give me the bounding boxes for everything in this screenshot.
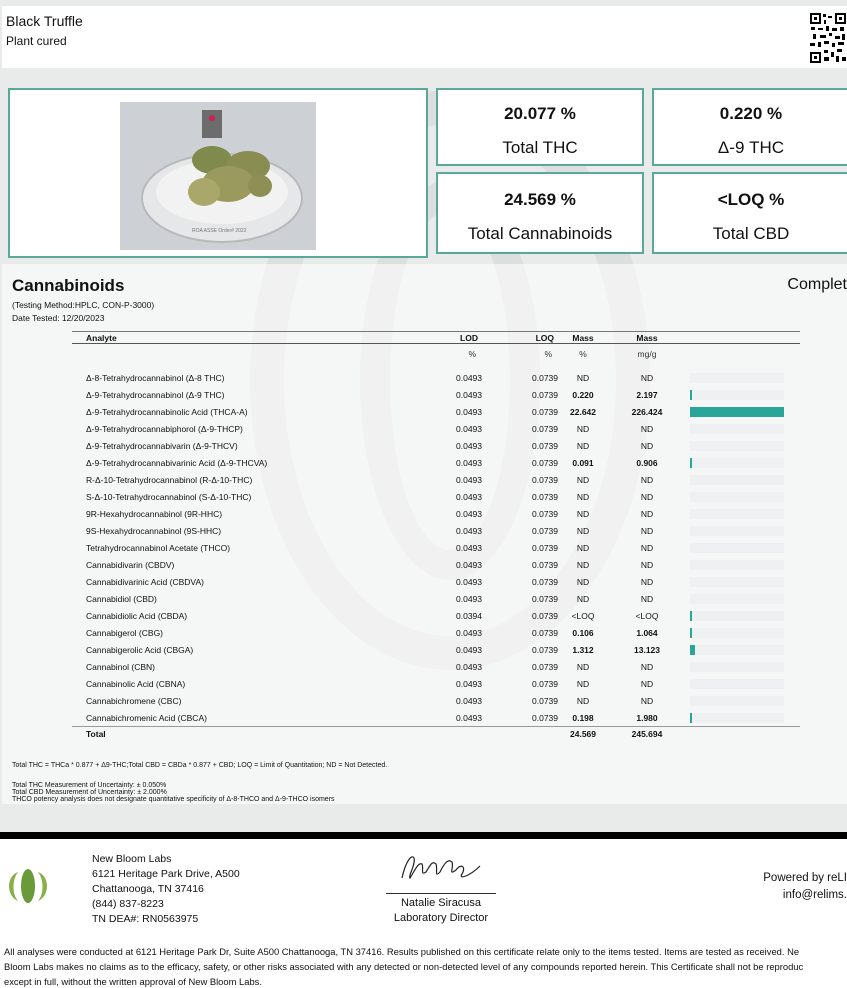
summary-section <box>0 84 847 260</box>
table-row <box>72 642 800 659</box>
total-row <box>72 727 800 742</box>
lod-cell: 0.0493 <box>456 645 482 655</box>
total-cbd-value: <LOQ % <box>717 190 785 209</box>
result-bar <box>690 594 784 604</box>
footer-divider <box>0 832 847 839</box>
cannabinoids-panel <box>2 264 847 804</box>
result-bar-fill <box>690 611 692 621</box>
mass-mgg-cell: ND <box>640 696 654 706</box>
lod-cell: 0.0493 <box>456 526 482 536</box>
section-title: Cannabinoids <box>12 276 125 295</box>
report-footer <box>0 832 847 988</box>
result-bar <box>690 390 784 400</box>
analyte-cell: S-Δ-10-Tetrahydrocannabinol (S-Δ-10-THC) <box>86 492 252 502</box>
mass-pct-cell: 1.312 <box>572 645 594 655</box>
table-row <box>72 421 800 438</box>
analyte-cell: Cannabinol (CBN) <box>86 662 155 672</box>
mass-pct-cell: ND <box>576 696 590 706</box>
qr-code-icon[interactable] <box>809 12 847 64</box>
lod-cell: 0.0493 <box>456 407 482 417</box>
analyte-cell: Cannabigerol (CBG) <box>86 628 164 638</box>
lod-cell: 0.0493 <box>456 560 482 570</box>
mass-pct-cell: ND <box>576 543 590 553</box>
lod-cell: 0.0493 <box>456 594 482 604</box>
mass-mgg-cell: ND <box>640 543 654 553</box>
mass-mgg-cell: <LOQ <box>635 611 659 621</box>
mass-pct-cell: ND <box>576 475 590 485</box>
loq-cell: 0.0739 <box>532 594 558 604</box>
delta9-thc-value: 0.220 % <box>719 104 783 123</box>
loq-cell: 0.0739 <box>532 611 558 621</box>
analyte-cell: Tetrahydrocannabinol Acetate (THCO) <box>86 543 231 553</box>
photo-label-text: ROA ASSE Order# 2022 <box>192 228 247 234</box>
analyte-cell: 9S-Hexahydrocannabinol (9S-HHC) <box>86 526 222 536</box>
result-bar-fill <box>690 390 692 400</box>
mass-mgg-cell: ND <box>640 526 654 536</box>
loq-cell: 0.0739 <box>532 696 558 706</box>
result-bar <box>690 713 784 723</box>
analyte-cell: Δ-9-Tetrahydrocannabivarin (Δ-9-THCV) <box>86 441 238 451</box>
result-bar <box>690 645 784 655</box>
table-row <box>72 659 800 676</box>
analyte-cell: Cannabichromene (CBC) <box>86 696 182 706</box>
formula-note: Total THC = THCa * 0.877 + Δ9-THC;Total CBD = CBDa * 0.877 + CBD; LOQ = Limit of Quantitation; ND = Not Detected. <box>12 762 388 769</box>
lab-address-block <box>92 852 240 927</box>
signer-role: Laboratory Director <box>393 912 489 924</box>
mass-mgg-cell: ND <box>640 509 654 519</box>
table-row <box>72 608 800 625</box>
table-row <box>72 438 800 455</box>
mass-pct-cell: ND <box>576 441 590 451</box>
units-row <box>72 344 800 364</box>
mass-pct-cell: ND <box>576 662 590 672</box>
lab-logo-icon <box>4 868 52 904</box>
total-thc-box <box>436 88 644 166</box>
result-bar <box>690 373 784 383</box>
thco-note: THCO potency analysis does not designate quantitative specificity of Δ-8-THCO and Δ-9-THCO isomers <box>12 796 335 803</box>
analyte-cell: Δ-9-Tetrahydrocannabivarinic Acid (Δ-9-THCVA) <box>86 458 268 468</box>
result-bar <box>690 424 784 434</box>
thc-uncertainty-note: Total THC Measurement of Uncertainty: ± 0.050% <box>12 782 167 789</box>
result-bar <box>690 492 784 502</box>
mass-pct-cell: ND <box>576 560 590 570</box>
mass-mgg-cell: ND <box>640 679 654 689</box>
mass-pct-cell: 0.091 <box>572 458 594 468</box>
mass-mgg-cell: 1.980 <box>636 712 658 723</box>
header-analyte: Analyte <box>72 332 372 344</box>
lod-cell: 0.0493 <box>456 696 482 706</box>
mass-pct-cell: ND <box>576 679 590 689</box>
mass-mgg-cell: ND <box>640 594 654 604</box>
table-row <box>72 455 800 472</box>
mass-mgg-cell: ND <box>640 662 654 672</box>
result-bar <box>690 543 784 553</box>
mass-mgg-cell: ND <box>640 577 654 587</box>
loq-cell: 0.0739 <box>532 407 558 417</box>
result-bar <box>690 679 784 689</box>
mass-pct-cell: 0.220 <box>572 390 594 400</box>
contact-email[interactable]: info@relims. <box>782 889 847 901</box>
analyte-cell: Cannabidiolic Acid (CBDA) <box>86 611 188 621</box>
table-row <box>72 523 800 540</box>
analyte-cell: Δ-9-Tetrahydrocannabinol (Δ-9 THC) <box>86 390 225 400</box>
mass-pct-cell: ND <box>576 424 590 434</box>
result-bar <box>690 628 784 638</box>
loq-cell: 0.0739 <box>532 543 558 553</box>
mass-mgg-cell: 13.123 <box>634 645 660 655</box>
analyte-cell: Δ-9-Tetrahydrocannabinolic Acid (THCA-A) <box>86 407 248 417</box>
result-bar <box>690 611 784 621</box>
unit-loq: % <box>544 348 552 359</box>
analyte-cell: Cannabidiol (CBD) <box>86 594 157 604</box>
result-bar <box>690 407 784 417</box>
loq-cell: 0.0739 <box>532 577 558 587</box>
loq-cell: 0.0739 <box>532 441 558 451</box>
delta9-thc-box <box>652 88 847 166</box>
loq-cell: 0.0739 <box>532 679 558 689</box>
loq-cell: 0.0739 <box>532 712 558 723</box>
total-thc-value: 20.077 % <box>504 104 576 123</box>
table-row <box>72 506 800 523</box>
disclaimer-line2: Bloom Labs makes no claims as to the efficacy, safety, or other risks associated with any detected or non-detected level of any compounds reported herein. This Certificate shall not be reproduc <box>4 961 804 972</box>
lab-address-line2: Chattanooga, TN 37416 <box>92 883 204 895</box>
analyte-cell: Δ-8-Tetrahydrocannabinol (Δ-8 THC) <box>86 373 225 383</box>
mass-pct-cell: 22.642 <box>570 407 596 417</box>
header-mass-pct: Mass <box>558 332 608 344</box>
lod-cell: 0.0493 <box>456 441 482 451</box>
mass-pct-cell: 0.198 <box>572 712 594 723</box>
lod-cell: 0.0493 <box>456 424 482 434</box>
unit-mass-pct: % <box>579 348 587 359</box>
report-header <box>2 6 847 68</box>
result-bar-fill <box>690 713 692 723</box>
result-bar <box>690 475 784 485</box>
lod-cell: 0.0493 <box>456 390 482 400</box>
table-row <box>72 693 800 710</box>
disclaimer-line1: All analyses were conducted at 6121 Heritage Park Dr, Suite A500 Chattanooga, TN 37416. Results published on this certificate relate only to the items tested. Items are tested as received. Ne <box>4 946 800 957</box>
lod-cell: 0.0493 <box>456 458 482 468</box>
sample-photo-box <box>8 88 428 258</box>
result-bar-fill <box>690 628 692 638</box>
disclaimer-text <box>4 944 847 988</box>
lod-cell: 0.0493 <box>456 712 482 723</box>
mass-mgg-cell: ND <box>640 560 654 570</box>
table-header-row <box>72 332 800 344</box>
total-cannabinoids-label: Total Cannabinoids <box>467 224 613 243</box>
mass-pct-cell: 0.106 <box>572 628 594 638</box>
result-bar-fill <box>690 407 784 417</box>
status-text: Complet <box>787 276 847 293</box>
table-row <box>72 676 800 693</box>
delta9-thc-label: Δ-9 THC <box>717 138 785 157</box>
lod-cell: 0.0493 <box>456 373 482 383</box>
result-bar <box>690 441 784 451</box>
result-bar <box>690 458 784 468</box>
total-thc-label: Total THC <box>502 138 578 157</box>
product-type: Plant cured <box>6 34 67 48</box>
loq-cell: 0.0739 <box>532 458 558 468</box>
result-bar <box>690 577 784 587</box>
mass-mgg-cell: 1.064 <box>636 628 658 638</box>
product-name: Black Truffle <box>6 13 83 29</box>
lab-name: New Bloom Labs <box>92 853 172 865</box>
loq-cell: 0.0739 <box>532 373 558 383</box>
cannabis-sample-image <box>120 102 316 250</box>
analyte-cell: Cannabigerolic Acid (CBGA) <box>86 645 194 655</box>
mass-mgg-cell: ND <box>640 441 654 451</box>
loq-cell: 0.0739 <box>532 424 558 434</box>
mass-pct-cell: ND <box>576 509 590 519</box>
sample-photo <box>120 102 316 250</box>
table-row <box>72 591 800 608</box>
result-bar <box>690 509 784 519</box>
loq-cell: 0.0739 <box>532 560 558 570</box>
total-cannabinoids-box <box>436 172 644 254</box>
mass-pct-cell: ND <box>576 594 590 604</box>
table-row <box>72 489 800 506</box>
table-row <box>72 472 800 489</box>
analyte-cell: R-Δ-10-Tetrahydrocannabinol (R-Δ-10-THC) <box>86 475 253 485</box>
total-mass-pct: 24.569 <box>558 727 608 742</box>
cbd-uncertainty-note: Total CBD Measurement of Uncertainty: ± 2.000% <box>12 789 167 796</box>
testing-method: (Testing Method:HPLC, CON-P-3000) <box>12 300 155 310</box>
table-row <box>72 710 800 727</box>
total-cbd-label: Total CBD <box>712 224 790 243</box>
total-cbd-box <box>652 172 847 254</box>
mass-pct-cell: ND <box>576 526 590 536</box>
analyte-cell: Δ-9-Tetrahydrocannabiphorol (Δ-9-THCP) <box>86 424 243 434</box>
header-lod: LOD <box>372 332 482 344</box>
loq-cell: 0.0739 <box>532 628 558 638</box>
total-cannabinoids-value: 24.569 % <box>504 190 576 209</box>
mass-mgg-cell: 0.906 <box>636 458 658 468</box>
loq-cell: 0.0739 <box>532 662 558 672</box>
lod-cell: 0.0493 <box>456 679 482 689</box>
mass-pct-cell: ND <box>576 492 590 502</box>
table-row <box>72 404 800 421</box>
lod-cell: 0.0493 <box>456 492 482 502</box>
table-row <box>72 370 800 387</box>
unit-mass-mgg: mg/g <box>637 348 657 359</box>
signer-name: Natalie Siracusa <box>386 893 496 909</box>
analyte-cell: Cannabidivarin (CBDV) <box>86 560 175 570</box>
loq-cell: 0.0739 <box>532 645 558 655</box>
date-tested: Date Tested: 12/20/2023 <box>12 313 105 323</box>
result-bar <box>690 662 784 672</box>
loq-cell: 0.0739 <box>532 526 558 536</box>
mass-pct-cell: ND <box>576 373 590 383</box>
lab-phone: (844) 837-8223 <box>92 898 164 910</box>
mass-mgg-cell: ND <box>640 492 654 502</box>
mass-mgg-cell: 2.197 <box>636 390 658 400</box>
table-row <box>72 625 800 642</box>
analyte-cell: Cannabidivarinic Acid (CBDVA) <box>86 577 204 587</box>
disclaimer-line3: except in full, without the written approval of New Bloom Labs. <box>4 976 262 987</box>
result-bar-fill <box>690 458 692 468</box>
lod-cell: 0.0493 <box>456 543 482 553</box>
analyte-cell: Cannabinolic Acid (CBNA) <box>86 679 186 689</box>
mass-pct-cell: ND <box>576 577 590 587</box>
loq-cell: 0.0739 <box>532 475 558 485</box>
lab-dea: TN DEA#: RN0563975 <box>92 913 199 925</box>
loq-cell: 0.0739 <box>532 390 558 400</box>
signature-block <box>386 850 496 924</box>
header-mass-mgg: Mass <box>608 332 686 344</box>
powered-by-text: Powered by reLI <box>763 872 847 884</box>
mass-pct-cell: <LOQ <box>571 611 595 621</box>
table-row <box>72 574 800 591</box>
lod-cell: 0.0493 <box>456 509 482 519</box>
lod-cell: 0.0394 <box>456 611 482 621</box>
loq-cell: 0.0739 <box>532 509 558 519</box>
mass-mgg-cell: ND <box>640 373 654 383</box>
mass-mgg-cell: ND <box>640 475 654 485</box>
powered-by-block <box>763 870 847 904</box>
header-loq: LOQ <box>482 332 558 344</box>
result-bar <box>690 560 784 570</box>
lod-cell: 0.0493 <box>456 577 482 587</box>
unit-lod: % <box>468 348 476 359</box>
analyte-cell: 9R-Hexahydrocannabinol (9R-HHC) <box>86 509 223 519</box>
lod-cell: 0.0493 <box>456 628 482 638</box>
table-row <box>72 557 800 574</box>
result-bar-fill <box>690 645 695 655</box>
table-row <box>72 387 800 404</box>
total-label: Total <box>72 727 372 742</box>
result-bar <box>690 526 784 536</box>
mass-mgg-cell: 226.424 <box>631 407 663 417</box>
signature-image <box>396 850 486 886</box>
lod-cell: 0.0493 <box>456 662 482 672</box>
lab-address-line1: 6121 Heritage Park Drive, A500 <box>92 868 240 880</box>
table-row <box>72 540 800 557</box>
loq-cell: 0.0739 <box>532 492 558 502</box>
result-bar <box>690 696 784 706</box>
mass-mgg-cell: ND <box>640 424 654 434</box>
analyte-cell: Cannabichromenic Acid (CBCA) <box>86 712 207 723</box>
results-table <box>72 331 800 742</box>
lod-cell: 0.0493 <box>456 475 482 485</box>
total-mass-mgg: 245.694 <box>608 727 686 742</box>
